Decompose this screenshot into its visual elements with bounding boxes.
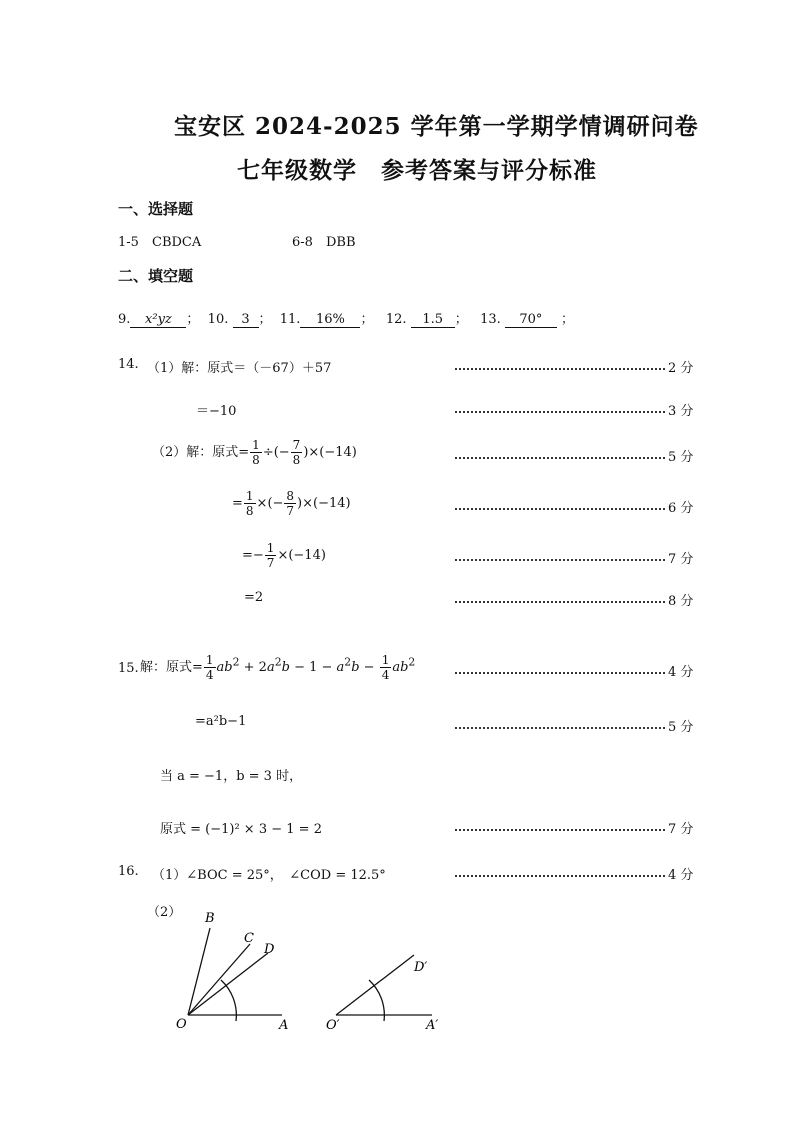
q14-score-3: 5 分: [668, 450, 694, 465]
q14-score-1: 2 分: [668, 361, 694, 376]
label-D: D: [264, 942, 275, 957]
q15-head: 解：原式=: [140, 660, 203, 675]
q15-score-3: 7 分: [668, 822, 694, 837]
q16-part1: （1）∠BOC = 25°， ∠COD = 12.5°: [152, 868, 386, 883]
q14-part2-line3: =− $\frac{1}{7}$ ×(−14): [242, 541, 326, 570]
choice-answers-2: DBB: [326, 235, 356, 250]
q14-part1-step2: ＝−10: [196, 404, 237, 419]
fill-num-10: 10.: [207, 312, 229, 327]
page-subtitle: 七年级数学 参考答案与评分标准: [237, 157, 597, 184]
q16-number: 16.: [118, 864, 139, 879]
q14-part2-head: （2）解：原式=: [152, 445, 250, 460]
label-Dp: D′: [414, 960, 428, 975]
q14-final: =2: [244, 590, 264, 605]
fill-ans-12: 1.5: [411, 312, 455, 328]
label-Ap: A′: [426, 1018, 439, 1033]
choice-range-2: 6-8: [292, 235, 313, 250]
choice-range-1: 1-5: [118, 235, 139, 250]
label-O: O: [176, 1017, 187, 1032]
page-title: 宝安区 2024-2025 学年第一学期学情调研问卷: [174, 113, 699, 140]
q15-line1: 解：原式= $\frac{1}{4}$ $ab^2 + 2a^2b - 1 - a^2b$ − $\frac{1}{4}$ $ab^2$: [140, 653, 416, 682]
q15-condition: 当 a = −1，b = 3 时，: [160, 769, 303, 784]
ray-OpDp: [336, 955, 414, 1015]
section-fill-heading: 二、填空题: [118, 267, 194, 285]
section-choice-heading: 一、选择题: [118, 200, 194, 218]
fill-blank-answers: 9. x²yz ； 10. 3 ； 11. 16% ； 12. 1.5 ； 13. 70° ；: [118, 312, 575, 327]
q14-score-4: 6 分: [668, 501, 694, 516]
choice-answers-1: CBDCA: [152, 235, 202, 250]
label-Op: O′: [326, 1018, 340, 1033]
fill-ans-9: x²yz: [130, 312, 186, 328]
q15-number: 15.: [118, 661, 139, 676]
q14-score-5: 7 分: [668, 552, 694, 567]
q15-evaluation: 原式 = (−1)² × 3 − 1 = 2: [160, 822, 322, 837]
label-B: B: [205, 911, 215, 926]
q14-number: 14.: [118, 357, 139, 372]
q16-score-1: 4 分: [668, 868, 694, 883]
fill-num-12: 12.: [385, 312, 407, 327]
q16-part2: （2）: [147, 905, 182, 920]
q15-score-2: 5 分: [668, 720, 694, 735]
label-C: C: [244, 931, 254, 946]
fill-ans-13: 70°: [505, 312, 557, 328]
q15-score-1: 4 分: [668, 665, 694, 680]
q14-part2-line1: （2）解：原式= $\frac{1}{8}$ ÷(− $\frac{7}{8}$ )×(−14): [152, 438, 357, 467]
fill-ans-10: 3: [233, 312, 259, 328]
q15-step2: =a²b−1: [195, 714, 247, 729]
q14-part1-head: （1）解：原式＝（－67）＋57: [147, 361, 332, 376]
q14-score-6: 8 分: [668, 594, 694, 609]
ray-OD: [188, 953, 268, 1015]
fill-num-13: 13.: [480, 312, 501, 327]
fill-num-11: 11.: [279, 312, 301, 327]
fill-ans-11: 16%: [300, 312, 360, 328]
label-A: A: [279, 1018, 289, 1033]
fill-num-9: 9.: [118, 312, 131, 327]
q14-part2-line2: = $\frac{1}{8}$ ×(− $\frac{8}{7}$ )×(−14): [232, 489, 351, 518]
q14-score-2: 3 分: [668, 404, 694, 419]
